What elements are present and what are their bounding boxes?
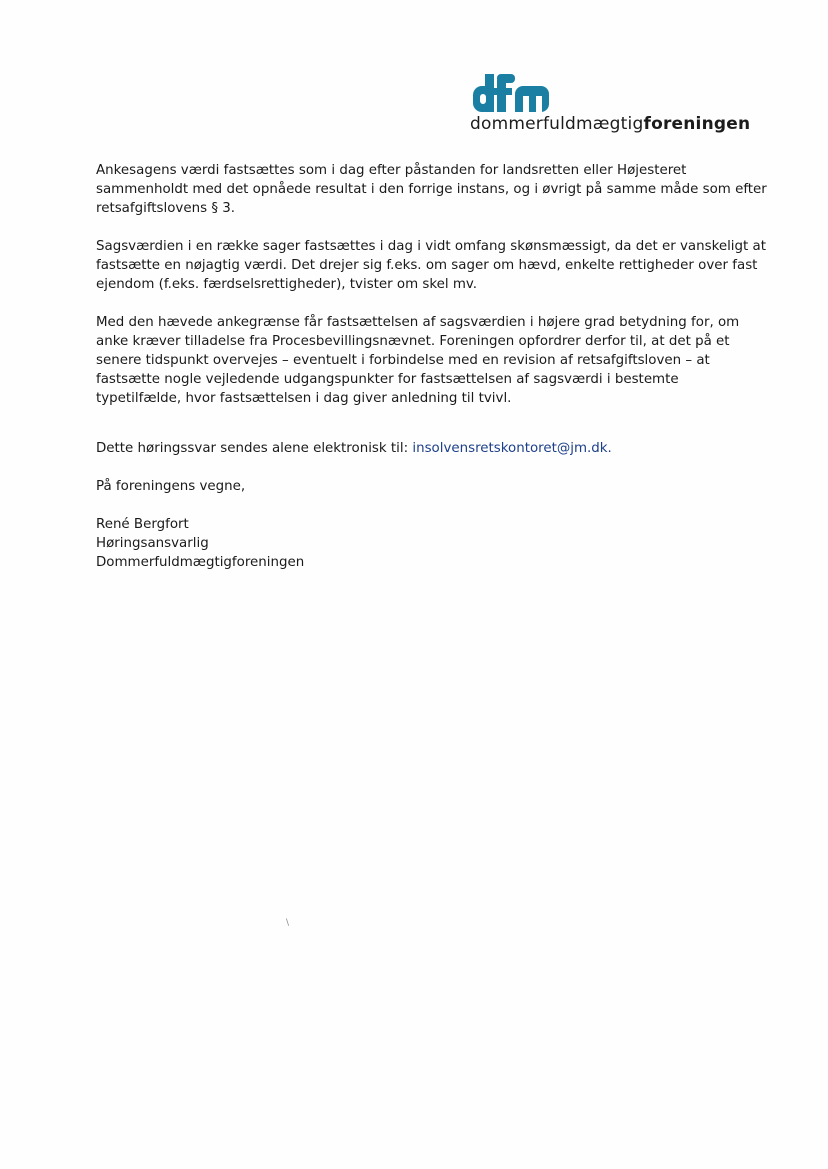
signature-block (96, 515, 304, 572)
signatory-organization: Dommerfuldmægtigforeningen (96, 555, 305, 570)
email-link[interactable]: insolvensretskontoret@jm.dk. (412, 441, 612, 456)
paragraph-appeal-limit: Med den hævede ankegrænse får fastsættelsen af sagsværdien i højere grad betydning for, om anke kræver tilladelse fra Procesbevillingsnævnet. Foreningen opfordrer derfor til, at det på et senere tidspunkt overvejes – eventuelt i forbindelse med en revision af retsafgiftsloven – at fastsætte nogle vejledende udgangspunkter for fastsættelsen af sagsværdi i bestemte typetilfælde, hvor fastsættelsen i dag giver anledning til tvivl. (96, 315, 740, 406)
logo-text-regular: dommerfuldmægtig (470, 114, 644, 134)
dfm-logo-mark (473, 74, 549, 112)
dfm-logo (470, 74, 760, 144)
paragraph-appeal-value: Ankesagens værdi fastsættes som i dag efter påstanden for landsretten eller Højesteret sammenholdt med det opnåede resultat i den forrige instans, og i øvrigt på samme måde som efter retsafgiftslovens § 3. (96, 163, 767, 216)
paragraph-case-value: Sagsværdien i en række sager fastsættes i dag i vidt omfang skønsmæssigt, da det er vanskeligt at fastsætte en nøjagtig værdi. Det drejer sig f.eks. om sager om hævd, enkelte rettigheder over fast ejendom (f.eks. færdselsrettigheder), tvister om skel mv. (96, 239, 766, 292)
letter-body (96, 161, 768, 515)
signatory-title: Høringsansvarlig (96, 536, 209, 551)
logo-wordmark (470, 114, 750, 134)
signatory-name: René Bergfort (96, 517, 189, 532)
submission-line (96, 439, 768, 458)
scan-speck: \ (286, 918, 290, 928)
logo-text-bold: foreningen (643, 114, 751, 134)
submission-text: Dette høringssvar sendes alene elektronisk til: (96, 441, 413, 456)
closing-line: På foreningens vegne, (96, 479, 246, 494)
